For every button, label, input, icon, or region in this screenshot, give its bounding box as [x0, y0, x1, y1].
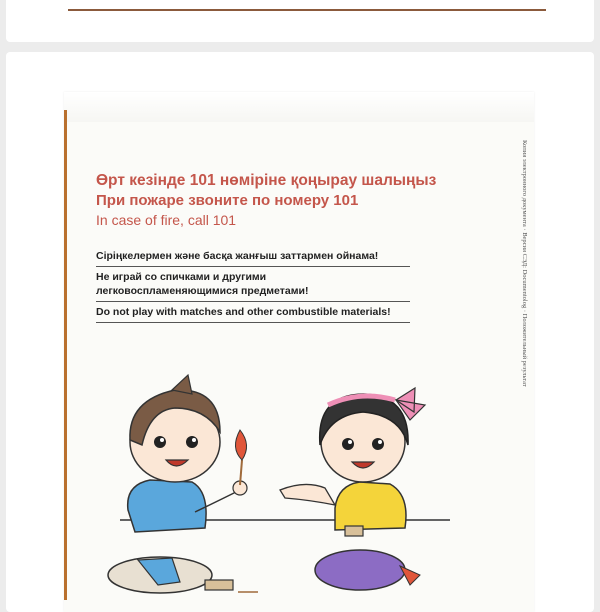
boy-eye-right	[186, 436, 198, 448]
rule-english: Do not play with matches and other combustible materials!	[96, 306, 391, 318]
matchbox-icon	[205, 580, 258, 592]
side-document-stamp	[516, 140, 530, 600]
girl-matchbox	[345, 526, 363, 536]
rule-russian-line2: легковоспламеняющимися предметами!	[96, 285, 309, 297]
rule-russian-line1: Не играй со спичками и другими	[96, 271, 267, 283]
sheet-left-border	[64, 110, 67, 600]
previous-image-edge	[68, 9, 546, 11]
divider	[96, 266, 410, 267]
stamp-text: Копия электронного документа · Версия СЭД: Documentolog · Положительный результат	[521, 140, 528, 387]
girl-arm	[280, 484, 335, 505]
girl-eye-left	[342, 438, 354, 450]
divider	[96, 301, 410, 302]
rule-kazakh: Сіріңкелермен және басқа жанғыш заттармен ойнама!	[96, 250, 379, 262]
boy-shirt	[128, 480, 206, 532]
boy-icon	[108, 375, 247, 593]
girl-icon	[280, 388, 425, 590]
title-english: In case of fire, call 101	[96, 212, 237, 228]
girl-shirt	[335, 482, 406, 530]
flame	[235, 430, 246, 460]
previous-image-card	[6, 0, 594, 42]
girl-skirt	[315, 550, 405, 590]
title-russian: При пожаре звоните по номеру 101	[96, 192, 359, 209]
children-illustration	[80, 360, 460, 600]
sheet-top-edge	[64, 92, 534, 122]
girl-eye-right	[372, 438, 384, 450]
title-kazakh: Өрт кезінде 101 нөміріне қоңырау шалыңыз	[96, 172, 437, 189]
match-flame-icon	[235, 430, 246, 485]
boy-eye-left	[154, 436, 166, 448]
divider	[96, 322, 410, 323]
